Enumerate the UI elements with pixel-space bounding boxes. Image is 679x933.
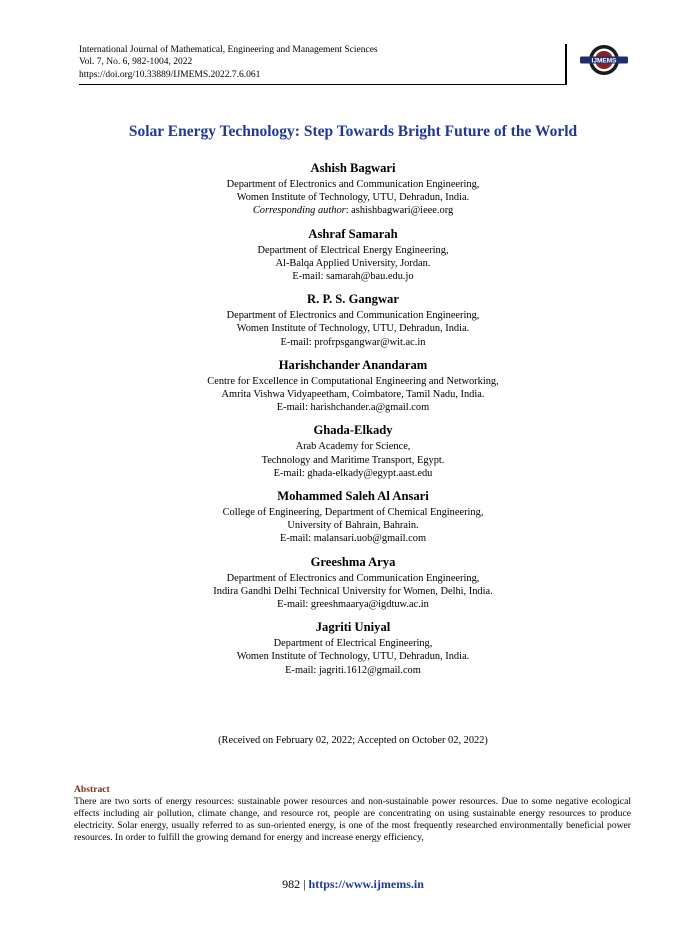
author-list bbox=[0, 160, 679, 685]
author-affiliation: Department of Electrical Energy Engineering, bbox=[257, 244, 449, 256]
author-affiliation: Technology and Maritime Transport, Egypt. bbox=[261, 454, 445, 466]
author-email bbox=[0, 204, 679, 217]
author-affiliation: College of Engineering, Department of Chemical Engineering, bbox=[222, 507, 484, 519]
abstract-heading: Abstract bbox=[74, 784, 110, 795]
author-email-value[interactable]: : ashishbagwari@ieee.org bbox=[345, 205, 454, 217]
author-block bbox=[0, 554, 679, 612]
author-name: Mohammed Saleh Al Ansari bbox=[277, 489, 429, 504]
author-name: Jagriti Uniyal bbox=[315, 620, 391, 635]
author-email[interactable]: E-mail: ghada-elkady@egypt.aast.edu bbox=[273, 467, 433, 479]
author-affiliation: Arab Academy for Science, bbox=[295, 441, 411, 453]
author-email[interactable]: E-mail: jagriti.1612@gmail.com bbox=[285, 664, 421, 676]
author-affiliation: Women Institute of Technology, UTU, Dehradun, India. bbox=[236, 192, 470, 204]
author-email[interactable]: E-mail: profrpsgangwar@wit.ac.in bbox=[280, 336, 426, 348]
received-dates: (Received on February 02, 2022; Accepted on October 02, 2022) bbox=[218, 735, 488, 746]
author-affiliation: Amrita Vishwa Vidyapeetham, Coimbatore, Tamil Nadu, India. bbox=[221, 389, 485, 401]
author-block bbox=[0, 226, 679, 284]
journal-logo bbox=[578, 42, 630, 78]
author-affiliation: Centre for Excellence in Computational Engineering and Networking, bbox=[207, 375, 499, 387]
author-block bbox=[0, 160, 679, 218]
author-affiliation: University of Bahrain, Bahrain. bbox=[287, 520, 419, 532]
author-affiliation: Women Institute of Technology, UTU, Dehradun, India. bbox=[236, 323, 470, 335]
page-number: 982 bbox=[282, 877, 301, 891]
author-affiliation: Department of Electronics and Communication Engineering, bbox=[226, 179, 480, 190]
author-block bbox=[0, 291, 679, 349]
journal-volume: Vol. 7, No. 6, 982-1004, 2022 bbox=[79, 57, 193, 68]
author-affiliation: Al-Balqa Applied University, Jordan. bbox=[275, 257, 431, 269]
corresponding-label: Corresponding author bbox=[252, 205, 346, 217]
author-affiliation: Women Institute of Technology, UTU, Dehradun, India. bbox=[236, 651, 470, 663]
author-name: Greeshma Arya bbox=[310, 554, 396, 569]
author-affiliation: Department of Electrical Engineering, bbox=[273, 638, 433, 650]
journal-url-link[interactable]: https://www.ijmems.in bbox=[308, 877, 424, 891]
author-email[interactable]: E-mail: harishchander.a@gmail.com bbox=[276, 402, 430, 414]
header-rule bbox=[79, 84, 567, 85]
journal-header bbox=[79, 44, 599, 81]
abstract-text: There are two sorts of energy resources: sustainable power resources and non-sustainable power resources. Due to some negative ecological effects including air pollution, climate change, and resource rot, people are concentrating on using sustainable energy resources to produce electricity. Solar energy, usually referred to as sun-oriented energy, is one of the most frequently researched environmentally beneficial power resources. In order to fulfill the growing demand for energy and increase energy efficiency, bbox=[74, 796, 631, 843]
author-email[interactable]: E-mail: greeshmaarya@igdtuw.ac.in bbox=[277, 599, 429, 611]
abstract-section bbox=[74, 784, 631, 844]
journal-doi[interactable]: https://doi.org/10.33889/IJMEMS.2022.7.6.061 bbox=[79, 69, 261, 80]
page-footer bbox=[0, 877, 679, 892]
journal-name: International Journal of Mathematical, Engineering and Management Sciences bbox=[79, 45, 378, 55]
logo-text: IJMEMS bbox=[591, 57, 617, 65]
paper-title: Solar Energy Technology: Step Towards Bright Future of the World bbox=[128, 123, 578, 140]
footer-separator: | bbox=[300, 877, 309, 891]
author-block bbox=[0, 488, 679, 546]
author-name: Ghada-Elkady bbox=[313, 423, 393, 438]
author-affiliation: Department of Electronics and Communication Engineering, bbox=[226, 572, 480, 584]
author-block bbox=[0, 619, 679, 677]
author-block bbox=[0, 422, 679, 480]
author-affiliation: Department of Electronics and Communication Engineering, bbox=[226, 310, 480, 322]
author-name: Harishchander Anandaram bbox=[278, 357, 428, 372]
author-block bbox=[0, 357, 679, 415]
author-affiliation: Indira Gandhi Delhi Technical University for Women, Delhi, India. bbox=[213, 585, 493, 597]
author-email[interactable]: E-mail: samarah@bau.edu.jo bbox=[292, 271, 414, 283]
author-name: R. P. S. Gangwar bbox=[307, 292, 399, 307]
header-vertical-divider bbox=[565, 44, 567, 84]
author-name: Ashish Bagwari bbox=[310, 161, 396, 175]
author-email[interactable]: E-mail: malansari.uob@gmail.com bbox=[279, 533, 427, 545]
author-name: Ashraf Samarah bbox=[308, 226, 398, 241]
